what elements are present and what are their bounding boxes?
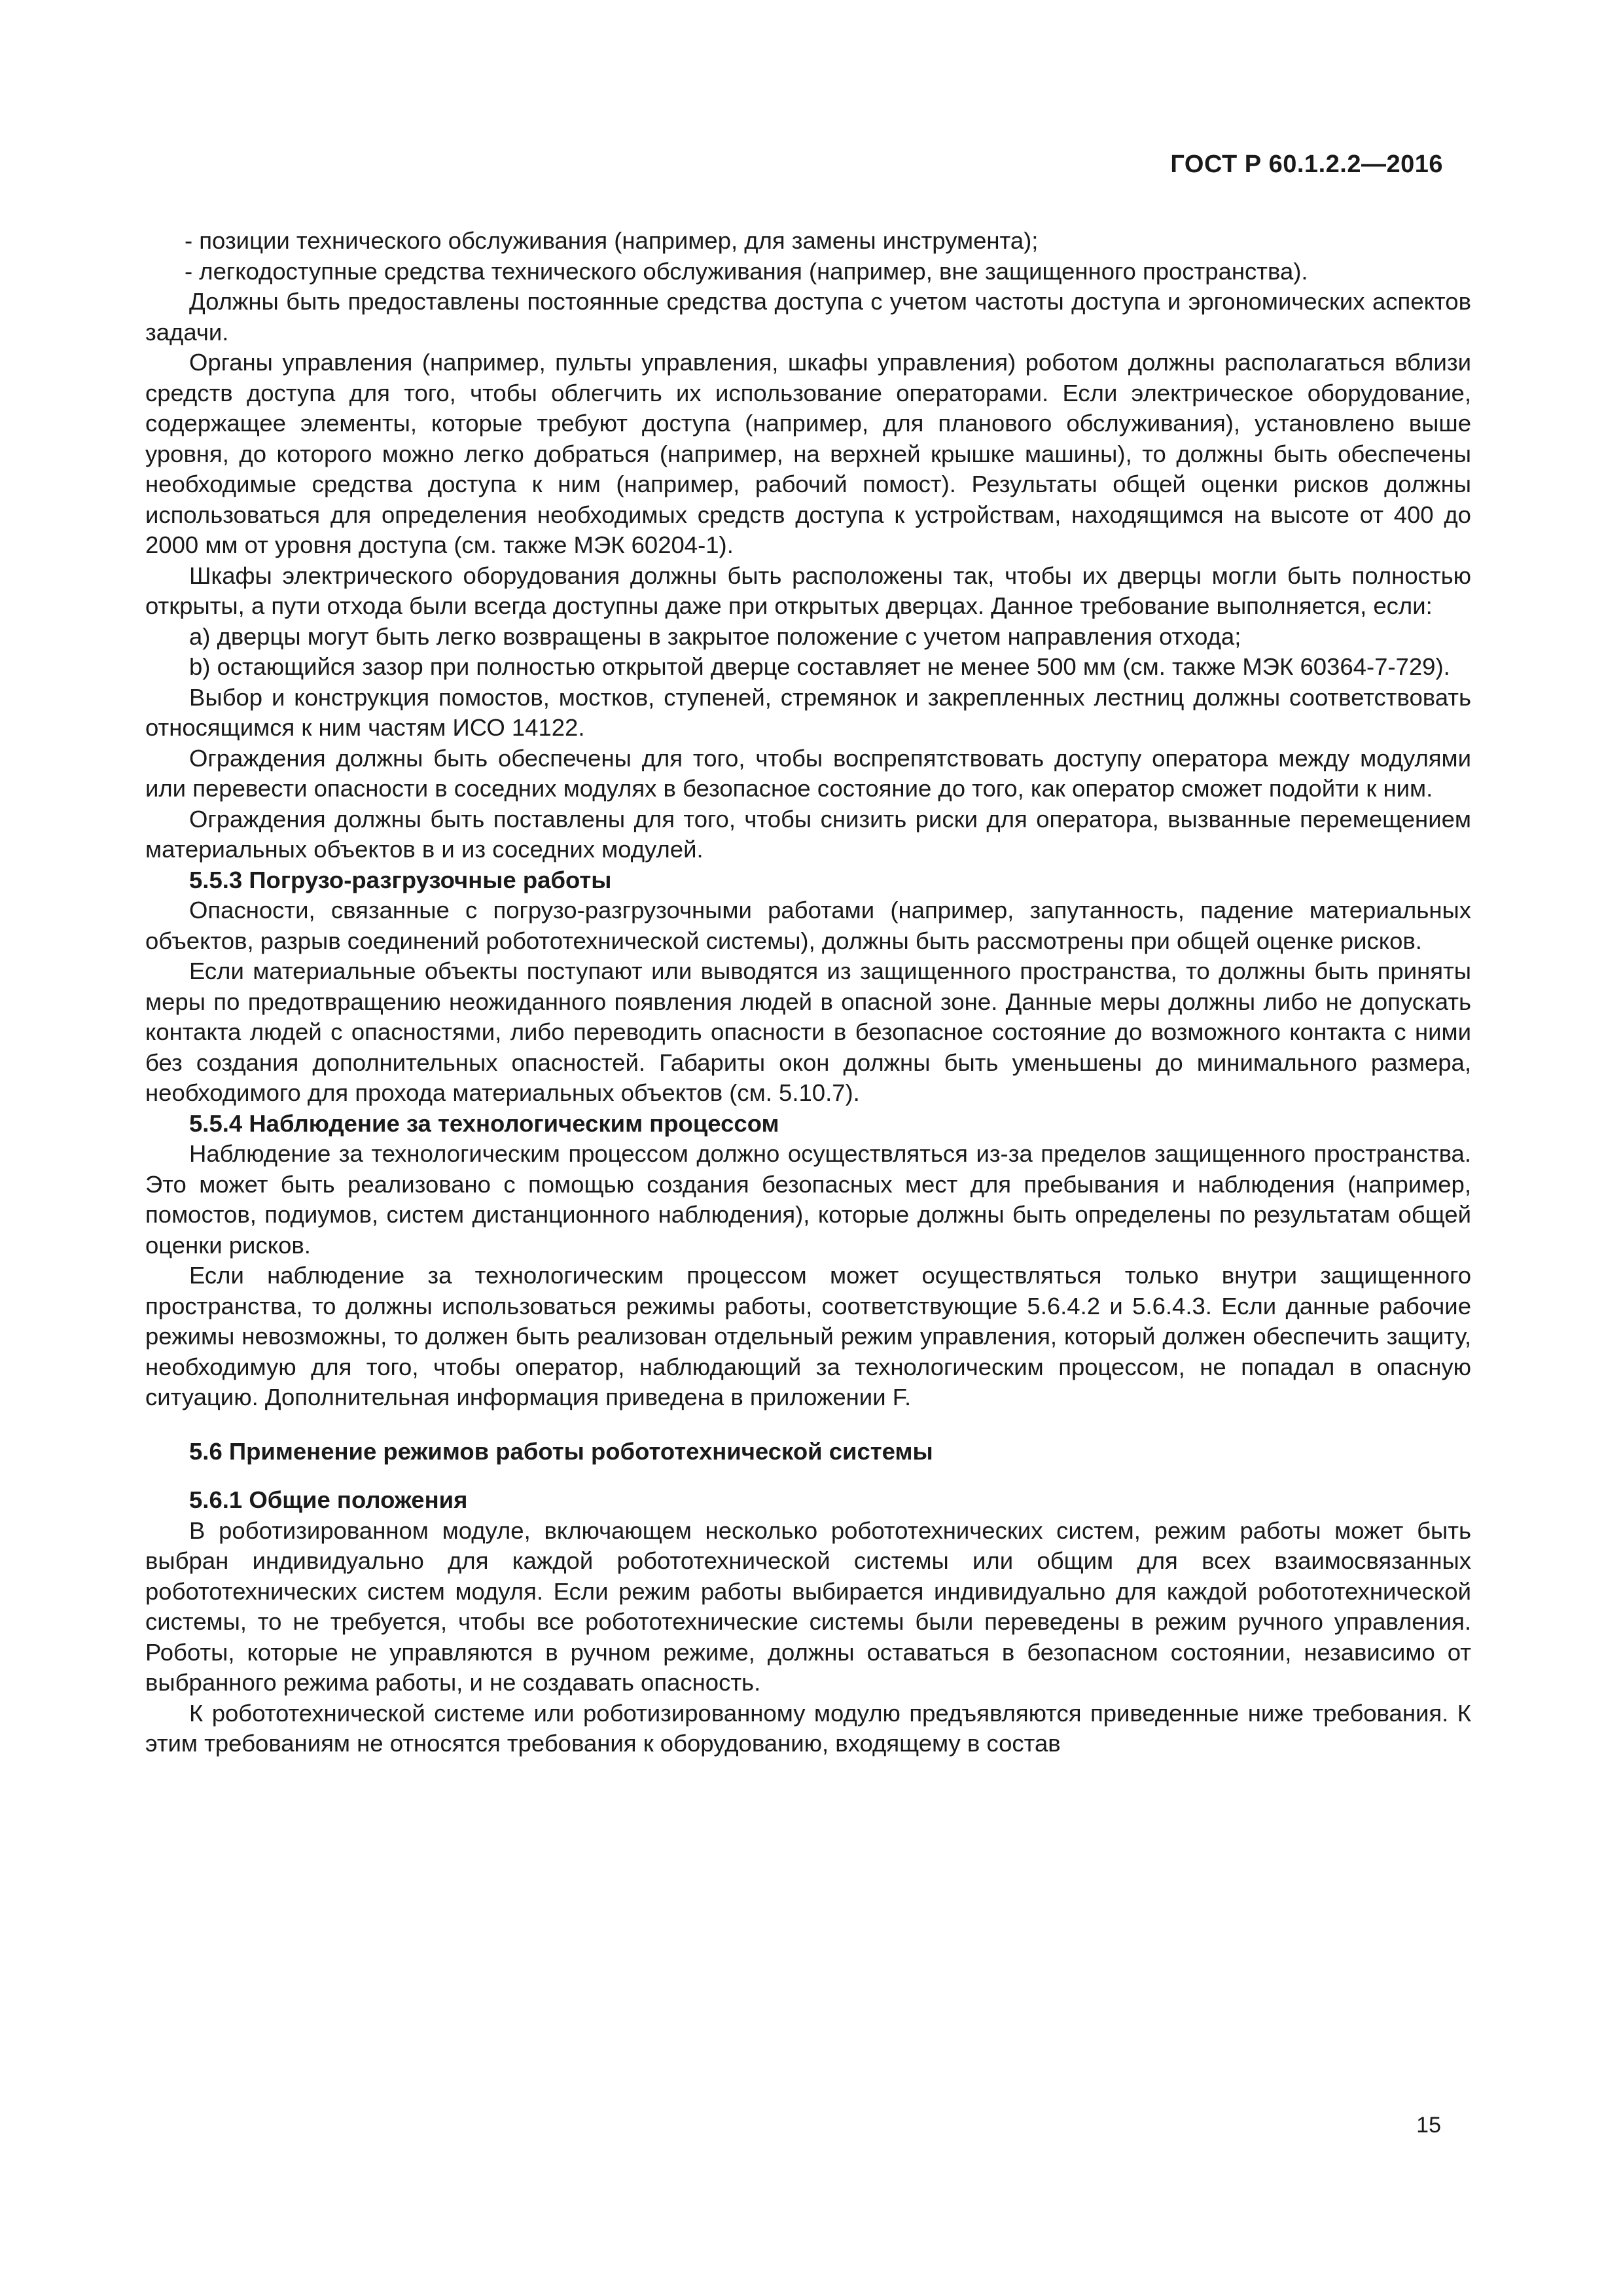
list-item: - легкодоступные средства технического обслуживания (например, вне защищенного пространства). <box>185 257 1308 285</box>
paragraph: Должны быть предоставлены постоянные средства доступа с учетом частоты доступа и эргономических аспектов задачи. <box>145 288 1471 346</box>
paragraph: Выбор и конструкция помостов, мостков, ступеней, стремянок и закрепленных лестниц должны соответствовать относящимся к ним частям ИСО 14122. <box>145 683 1471 741</box>
paragraph: Наблюдение за технологическим процессом должно осуществляться из-за пределов защищенного пространства. Это может быть реализовано с помощью создания безопасных мест для пребывания и наблюдения (например, помостов, подиумов, систем дистанционного наблюдения), которые должны быть определены по результатам общей оценки рисков. <box>145 1140 1471 1259</box>
section-heading-5-6-1: 5.6.1 Общие положения <box>189 1486 468 1513</box>
paragraph: Если наблюдение за технологическим процессом может осуществляться только внутри защищенного пространства, то должны использоваться режимы работы, соответствующие 5.6.4.2 и 5.6.4.3. Если данные рабочие режимы невозможны, то должен быть реализован отдельный режим управления, который должен обеспечить защиту, необходимую для того, чтобы оператор, наблюдающий за технологическим процессом, не попадал в опасную ситуацию. Дополнительная информация приведена в приложении F. <box>145 1262 1471 1410</box>
paragraph: В роботизированном модуле, включающем несколько робототехнических систем, режим работы может быть выбран индивидуально для каждой робототехнической системы или общим для всех взаимосвязанных робототехнических систем модуля. Если режим работы выбирается индивидуально для каждой робототехнической системы, то не требуется, чтобы все робототехнические системы были переведены в режим ручного управления. Роботы, которые не управляются в ручном режиме, должны оставаться в безопасном состоянии, независимо от выбранного режима работы, и не создавать опасность. <box>145 1516 1471 1696</box>
paragraph: Ограждения должны быть поставлены для того, чтобы снизить риски для оператора, вызванные перемещением материальных объектов в и из соседних модулей. <box>145 805 1471 863</box>
paragraph: Если материальные объекты поступают или выводятся из защищенного пространства, то должны быть приняты меры по предотвращению неожиданного появления людей в опасной зоне. Данные меры должны либо не допускать контакта людей с опасностями, либо переводить опасности в безопасное состояние до возможного контакта с ними без создания дополнительных опасностей. Габариты окон должны быть уменьшены до минимального размера, необходимого для прохода материальных объектов (см. 5.10.7). <box>145 958 1471 1106</box>
paragraph: Шкафы электрического оборудования должны быть расположены так, чтобы их дверцы могли быть полностью открыты, а пути отхода были всегда доступны даже при открытых дверцах. Данное требование выполняется, если: <box>145 562 1471 619</box>
section-heading-5-5-3: 5.5.3 Погрузо-разгрузочные работы <box>189 866 612 893</box>
document-code: ГОСТ Р 60.1.2.2—2016 <box>1170 151 1443 178</box>
list-item: a) дверцы могут быть легко возвращены в закрытое положение с учетом направления отхода; <box>189 622 1241 650</box>
paragraph: К робототехнической системе или роботизированному модулю предъявляются приведенные ниже требования. К этим требованиям не относятся требования к оборудованию, входящему в состав <box>145 1699 1471 1757</box>
list-item: - позиции технического обслуживания (например, для замены инструмента); <box>185 227 1039 254</box>
body-text <box>145 226 1471 1759</box>
section-heading-5-6: 5.6 Применение режимов работы робототехнической системы <box>189 1437 933 1465</box>
paragraph: Органы управления (например, пульты управления, шкафы управления) роботом должны располагаться вблизи средств доступа для того, чтобы облегчить их использование операторами. Если электрическое оборудование, содержащее элементы, которые требуют доступа (например, для планового обслуживания), установлено выше уровня, до которого можно легко добраться (например, на верхней крышке машины), то должны быть обеспечены необходимые средства доступа к ним (например, рабочий помост). Результаты общей оценки рисков должны использоваться для определения необходимых средств доступа к устройствам, находящимся на высоте от 400 до 2000 мм от уровня доступа (см. также МЭК 60204-1). <box>145 349 1471 558</box>
page-number: 15 <box>1416 2113 1441 2138</box>
paragraph: Опасности, связанные с погрузо-разгрузочными работами (например, запутанность, падение материальных объектов, разрыв соединений робототехнической системы), должны быть рассмотрены при общей оценке рисков. <box>145 897 1471 954</box>
section-heading-5-5-4: 5.5.4 Наблюдение за технологическим процессом <box>189 1109 779 1137</box>
paragraph: Ограждения должны быть обеспечены для того, чтобы воспрепятствовать доступу оператора между модулями или перевести опасности в соседних модулях в безопасное состояние до того, как оператор сможет подойти к ним. <box>145 744 1471 802</box>
list-item: b) остающийся зазор при полностью открытой дверце составляет не менее 500 мм (см. также МЭК 60364-7-729). <box>189 653 1450 680</box>
